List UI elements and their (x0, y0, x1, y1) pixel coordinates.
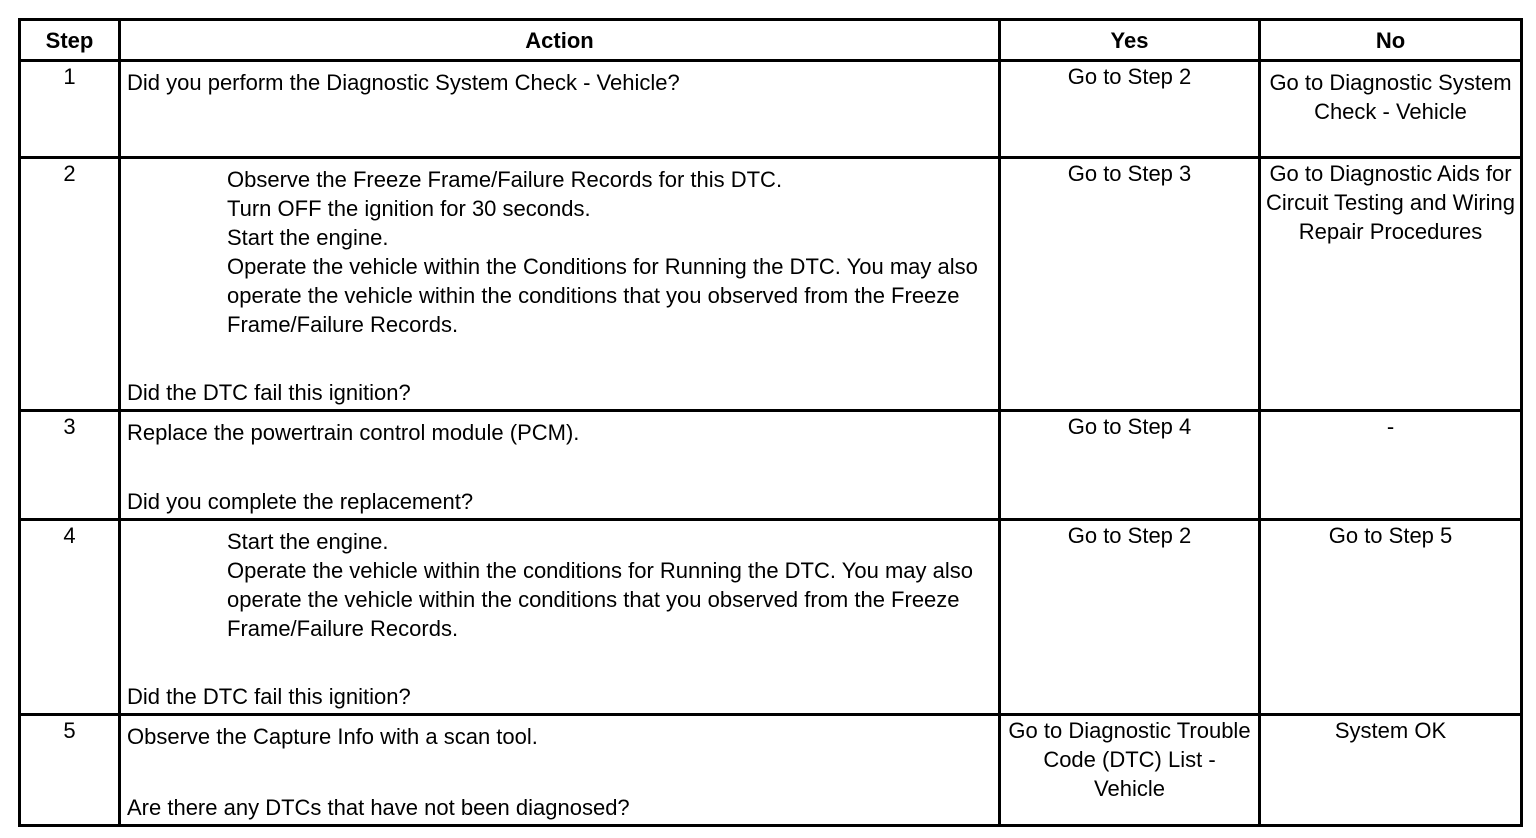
table-row-step-2 (20, 158, 1522, 411)
action-cell (120, 715, 1000, 826)
no-cell (1260, 411, 1522, 520)
action-intro: Replace the powertrain control module (PCM). (127, 420, 580, 445)
yes-cell (1000, 715, 1260, 826)
action-item: Operate the vehicle within the Conditions for Running the DTC. You may also operate the vehicle within the conditions that you observed from the Freeze Frame/Failure Records. (227, 254, 978, 337)
action-item: Start the engine. (227, 529, 389, 554)
no-answer: Go to Step 5 (1328, 523, 1453, 548)
table-header-row (20, 20, 1522, 61)
step-number: 3 (20, 411, 120, 520)
yes-cell (1000, 411, 1260, 520)
action-item: Operate the vehicle within the conditions for Running the DTC. You may also operate the vehicle within the conditions that you observed from the Freeze Frame/Failure Records. (227, 558, 973, 641)
yes-cell (1000, 61, 1260, 158)
header-action: Action (120, 20, 1000, 61)
table-row-step-1 (20, 61, 1522, 158)
table-row-step-5 (20, 715, 1522, 826)
yes-cell (1000, 520, 1260, 715)
action-cell (120, 520, 1000, 715)
action-question: Are there any DTCs that have not been diagnosed? (127, 795, 630, 820)
action-list (121, 159, 998, 339)
no-answer: Go to Diagnostic Aids for Circuit Testing and Wiring Repair Procedures (1265, 161, 1516, 244)
action-intro: Did you perform the Diagnostic System Check - Vehicle? (127, 70, 680, 95)
action-item: Turn OFF the ignition for 30 seconds. (227, 196, 591, 221)
no-cell (1260, 715, 1522, 826)
step-number: 2 (20, 158, 120, 411)
yes-cell (1000, 158, 1260, 411)
yes-answer: Go to Step 4 (1067, 414, 1192, 439)
action-question: Did the DTC fail this ignition? (127, 684, 411, 709)
step-number: 4 (20, 520, 120, 715)
no-answer: - (1386, 414, 1395, 439)
action-item: Start the engine. (227, 225, 389, 250)
diagnostic-table (18, 18, 1523, 827)
no-answer: Go to Diagnostic System Check - Vehicle (1269, 70, 1512, 124)
no-cell (1260, 520, 1522, 715)
header-step: Step (20, 20, 120, 61)
action-list (121, 521, 998, 643)
yes-answer: Go to Step 2 (1067, 64, 1192, 89)
yes-answer: Go to Diagnostic Trouble Code (DTC) List - Vehicle (1008, 718, 1251, 801)
action-intro: Observe the Capture Info with a scan tool. (127, 724, 538, 749)
header-yes: Yes (1000, 20, 1260, 61)
no-cell (1260, 158, 1522, 411)
action-item: Observe the Freeze Frame/Failure Records for this DTC. (227, 167, 783, 192)
action-cell (120, 411, 1000, 520)
header-no: No (1260, 20, 1522, 61)
no-cell (1260, 61, 1522, 158)
yes-answer: Go to Step 3 (1067, 161, 1192, 186)
yes-answer: Go to Step 2 (1067, 523, 1192, 548)
action-question: Did you complete the replacement? (127, 489, 474, 514)
table-row-step-4 (20, 520, 1522, 715)
step-number: 5 (20, 715, 120, 826)
action-question: Did the DTC fail this ignition? (127, 380, 411, 405)
action-cell (120, 61, 1000, 158)
no-answer: System OK (1334, 718, 1447, 743)
table-row-step-3 (20, 411, 1522, 520)
action-cell (120, 158, 1000, 411)
step-number: 1 (20, 61, 120, 158)
